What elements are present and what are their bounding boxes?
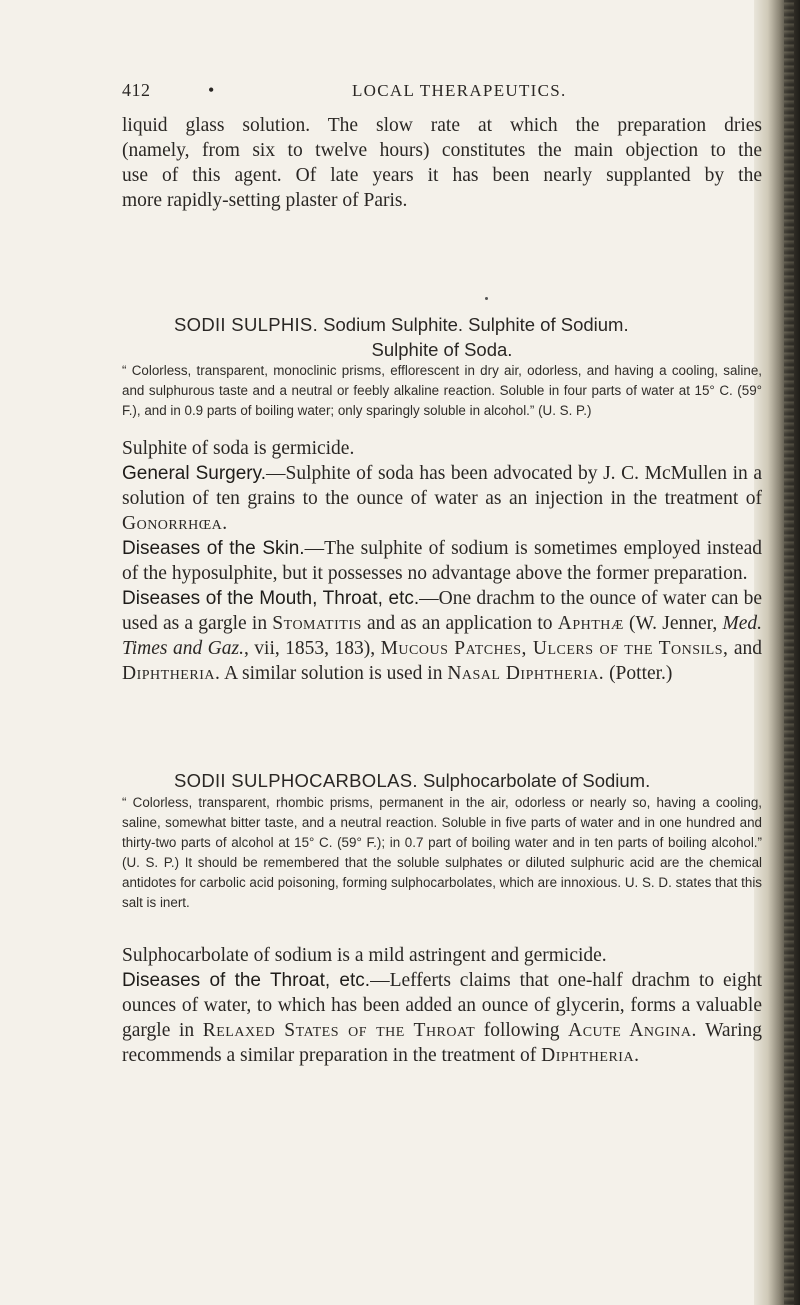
disease-term: Mucous Patches, Ulcers of the Tonsils, (380, 638, 729, 659)
drug-synonym-2: Sulphite of Soda. (371, 339, 513, 360)
drug-name: SODII SULPHIS. (174, 314, 319, 335)
intro-line: liquid glass solution. The slow rate at which the preparation dries (122, 115, 762, 136)
pharmacopoeia-description (122, 361, 762, 421)
intro-paragraph (122, 113, 762, 213)
usp-quote: “ Colorless, transparent, monoclinic prisms, efflorescent in dry air, odorless, and having a cooling, saline, and sulphurous taste and a neutral or feebly alkaline reaction. Soluble in four parts of water at 15° C. (59° F.), and in 0.9 parts of boiling water; only sparingly soluble in alcohol.” (U. S. P.) (122, 363, 762, 418)
entry-title-sodii-sulphis (122, 312, 762, 362)
disease-term: Nasal Diphtheria. (447, 663, 605, 684)
disease-term: Relaxed States of the Throat (202, 1020, 476, 1041)
reference-author: (W. Jenner, (623, 613, 723, 634)
paragraph-text: —The sulphite of sodium is sometimes employed instead of the hyposulphite, but it possesses no advantage above the former preparation. (122, 538, 762, 584)
header-separator: • (208, 80, 215, 100)
drug-name: SODII SULPHOCARBOLAS. (174, 770, 418, 791)
section-heading: Diseases of the Mouth, Throat, etc. (122, 588, 420, 609)
page-edge-binding (784, 0, 794, 1305)
mouth-paragraph (122, 586, 762, 686)
paragraph-text: and as an application to (361, 613, 558, 634)
disease-term: Gonorrhœa. (122, 513, 228, 534)
running-title: LOCAL THERAPEUTICS. (352, 81, 567, 100)
disease-term: Stomatitis (272, 613, 362, 634)
drug-synonyms: Sodium Sulphite. Sulphite of Sodium. (323, 314, 629, 335)
throat-paragraph (122, 968, 762, 1068)
section-heading: General Surgery. (122, 463, 267, 484)
intro-line: use of this agent. Of late years it has been nearly supplanted by the (122, 165, 762, 186)
intro-statement: Sulphite of soda is germicide. (122, 438, 355, 459)
intro-statement: Sulphocarbolate of sodium is a mild astringent and germicide. (122, 945, 607, 966)
disease-term: Diphtheria. (122, 663, 221, 684)
page-header (122, 80, 762, 106)
pharmacopoeia-description (122, 793, 762, 913)
paragraph-text: and (728, 638, 763, 659)
section-heading: Diseases of the Throat, etc. (122, 970, 371, 991)
paragraph-text: (Potter.) (604, 663, 673, 684)
paragraph-text: Waring recommends a similar preparation in the treatment of (122, 1020, 763, 1066)
disease-term: Diphtheria. (541, 1045, 640, 1066)
sulphis-discussion (122, 436, 762, 686)
page-number: 412 (122, 80, 151, 100)
paragraph-text: —Lefferts claims that one-half drachm to eight ounces of water, to which has been added an ounce of glycerin, forms a valuable gargle in (122, 970, 762, 1041)
intro-line: (namely, from six to twelve hours) constitutes the main objection to the (122, 140, 762, 161)
skin-paragraph (122, 536, 762, 586)
usp-quote: “ Colorless, transparent, rhombic prisms, permanent in the air, odorless or nearly so, having a cooling, saline, somewhat bitter taste, and a neutral reaction. Soluble in five parts of water and in one hundred and thirty-two parts of alcohol at 15° C. (59° F.); in 0.7 part of boiling water and in ten parts of boiling alcohol.” (U. S. P.) It should be remembered that the soluble sulphates or diluted sulphuric acid are the chemical antidotes for carbolic acid poisoning, forming sulphocarbolates, which are innoxious. U. S. D. states that this salt is inert. (122, 795, 762, 910)
stray-mark (485, 297, 488, 300)
reference-journal: Med. Times and Gaz. (122, 613, 762, 659)
entry-title-sodii-sulphocarbolas (122, 768, 762, 793)
sulphocarbolas-discussion (122, 943, 762, 1068)
intro-line: more rapidly-setting plaster of Paris. (122, 190, 408, 211)
section-heading: Diseases of the Skin. (122, 538, 305, 559)
drug-synonyms: Sulphocarbolate of Sodium. (422, 770, 651, 791)
paragraph-text: —One drachm to the ounce of water can be used as a gargle in (122, 588, 762, 634)
paragraph-text: following (475, 1020, 569, 1041)
paragraph-text: A similar solution is used in (220, 663, 448, 684)
disease-term: Acute Angina. (568, 1020, 697, 1041)
disease-term: Aphthæ (557, 613, 624, 634)
reference-details: , vii, 1853, 183), (243, 638, 381, 659)
general-surgery-paragraph (122, 461, 762, 536)
paragraph-text: —Sulphite of soda has been advocated by J. C. McMullen in a solution of ten grains to the ounce of water as an injection in the treatment of (122, 463, 762, 509)
